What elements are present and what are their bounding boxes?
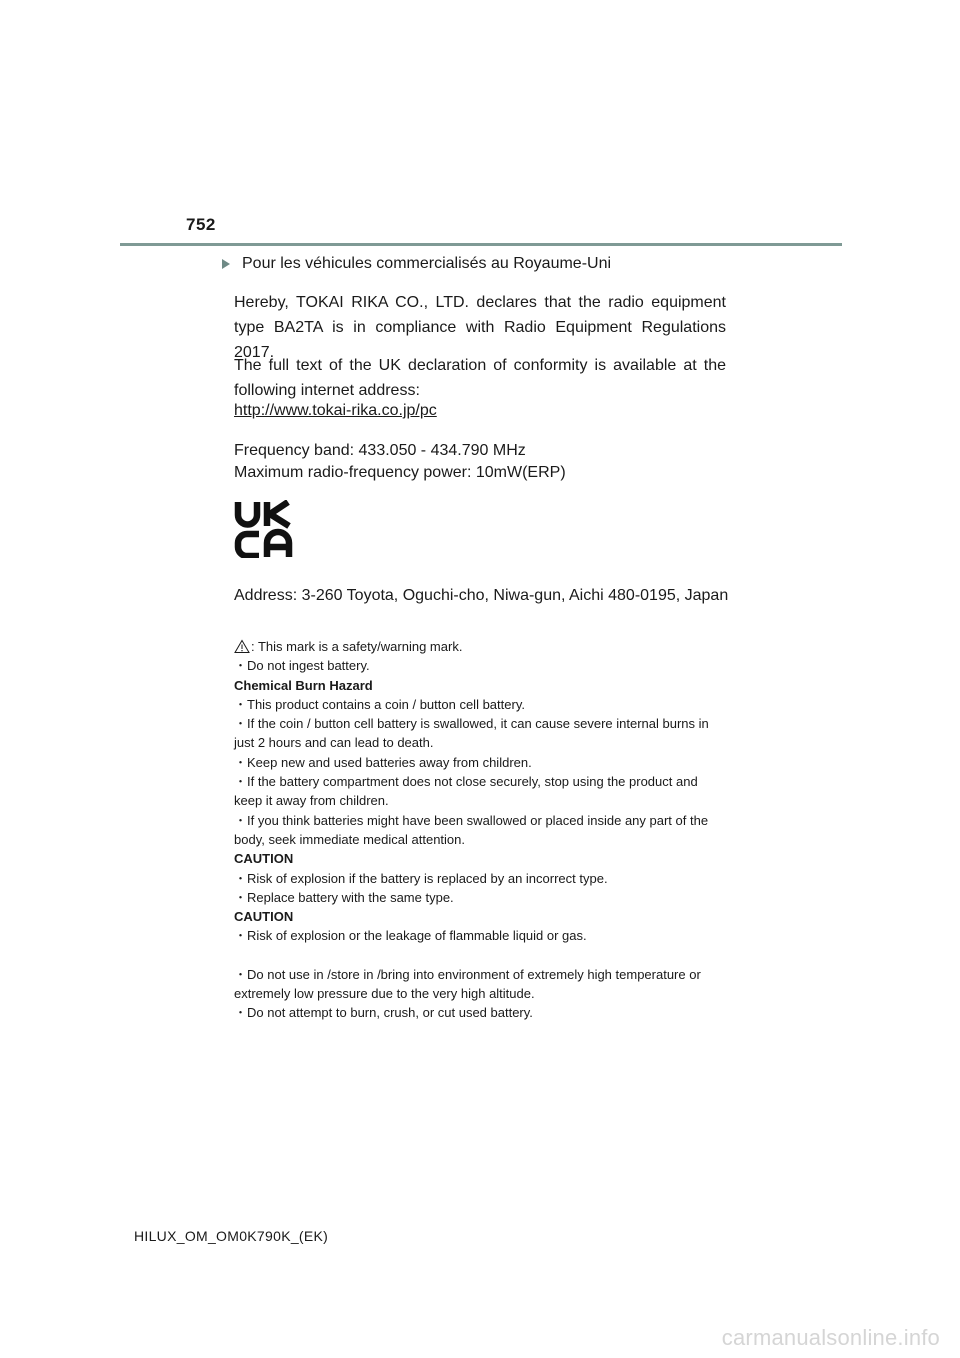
max-power: Maximum radio-frequency power: 10mW(ERP): [234, 464, 566, 481]
chemical-burn-heading: Chemical Burn Hazard: [234, 677, 373, 693]
watermark: carmanualsonline.info: [721, 1325, 940, 1350]
notice-item: ・Do not use in /store in /bring into environment of extremely high temperature or extremely low pressure due to the very high altitude.: [234, 966, 701, 1002]
section-heading-text: Pour les véhicules commercialisés au Royaume-Uni: [242, 255, 612, 272]
address: Address: 3-260 Toyota, Oguchi-cho, Niwa-gun, Aichi 480-0195, Japan: [234, 587, 729, 604]
caution-heading: CAUTION: [234, 909, 294, 925]
frequency-band: Frequency band: 433.050 - 434.790 MHz: [234, 442, 526, 459]
ukca-mark-icon: [234, 500, 294, 558]
battery-notice: [234, 637, 714, 1023]
notice-item: ・Keep new and used batteries away from children.: [234, 754, 532, 770]
warning-mark-text: : This mark is a safety/warning mark.: [251, 639, 463, 654]
header-divider: [120, 243, 842, 246]
notice-item: ・If you think batteries might have been swallowed or placed inside any part of the body, seek immediate medical attention.: [234, 812, 709, 847]
notice-item: ・If the coin / button cell battery is swallowed, it can cause severe internal burns in just 2 hours and can lead to death.: [234, 716, 709, 751]
section-heading: [222, 255, 611, 273]
notice-item: ・Do not attempt to burn, crush, or cut used battery.: [234, 1005, 533, 1021]
declaration-paragraph: Hereby, TOKAI RIKA CO., LTD. declares that the radio equipment type BA2TA is in compliance with Radio Equipment Regulations 2017.: [234, 294, 726, 361]
declaration-url-link[interactable]: http://www.tokai-rika.co.jp/pc: [234, 402, 437, 419]
notice-item: ・This product contains a coin / button cell battery.: [234, 696, 525, 712]
notice-item: ・Risk of explosion if the battery is replaced by an incorrect type.: [234, 870, 608, 886]
warning-mark-line: [234, 637, 714, 656]
page-number: 752: [186, 215, 216, 234]
caution-heading: CAUTION: [234, 851, 294, 867]
triangle-bullet-icon: [222, 259, 230, 269]
warning-triangle-icon: [234, 639, 250, 654]
notice-item: ・If the battery compartment does not close securely, stop using the product and keep it away from children.: [234, 774, 698, 809]
notice-item: ・Replace battery with the same type.: [234, 889, 454, 905]
notice-item: ・Do not ingest battery.: [234, 658, 370, 674]
notice-item: ・Risk of explosion or the leakage of flammable liquid or gas.: [234, 928, 587, 944]
conformity-paragraph: The full text of the UK declaration of conformity is available at the following internet address:: [234, 357, 726, 399]
spacer: [234, 946, 714, 965]
document-code: HILUX_OM_OM0K790K_(EK): [134, 1228, 329, 1244]
